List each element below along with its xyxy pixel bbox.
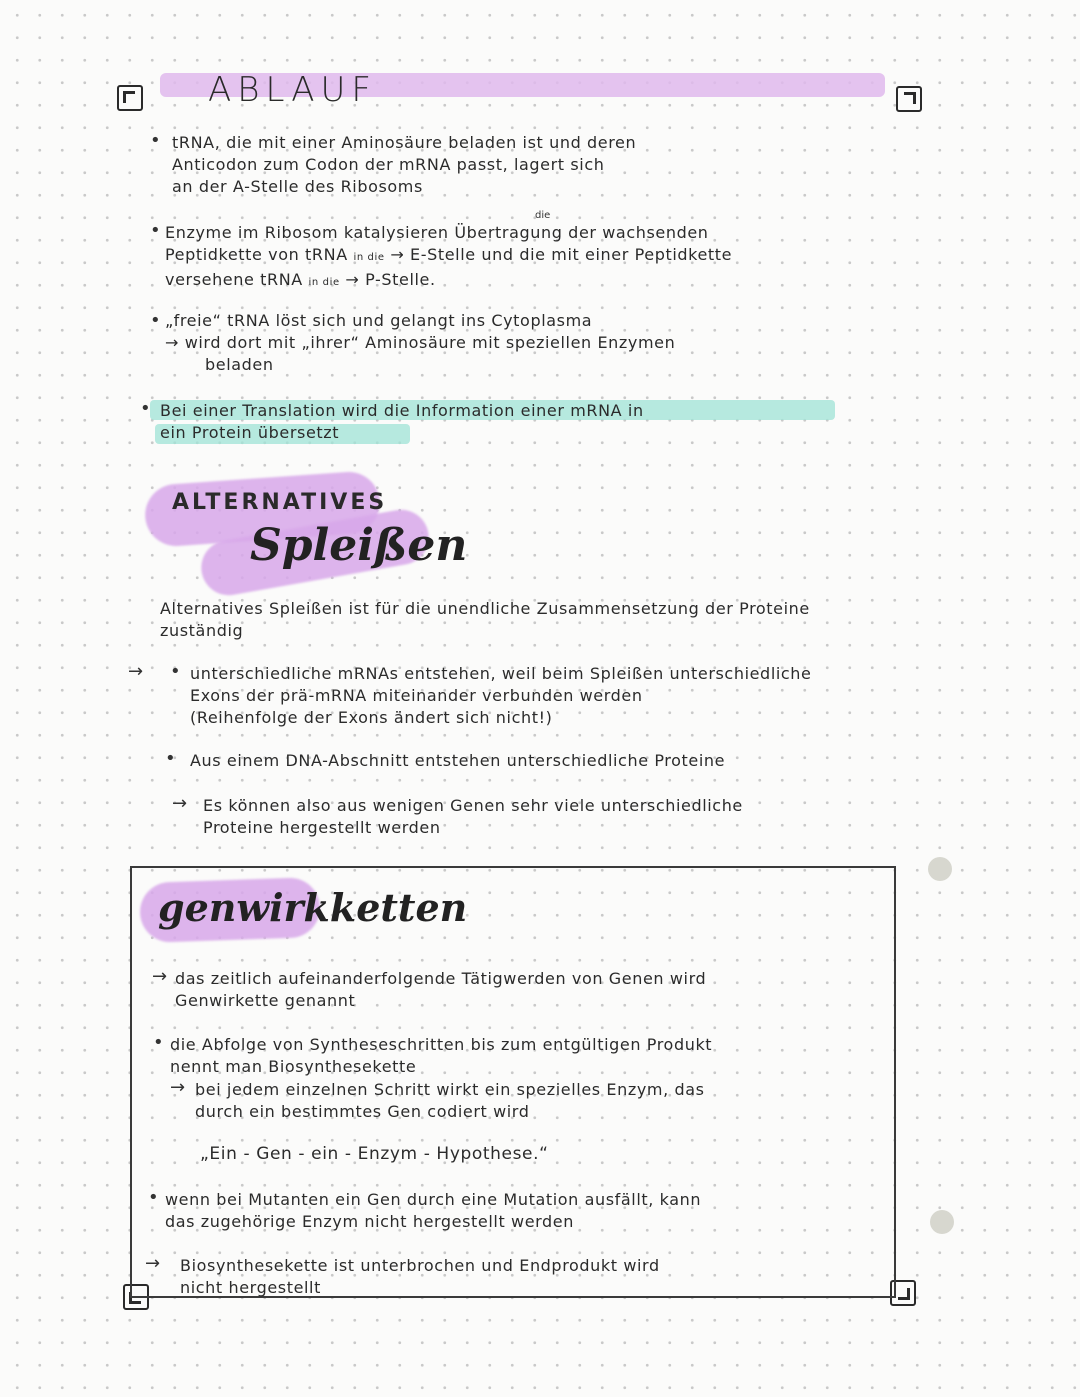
bullet-dot: • (153, 1032, 164, 1053)
arrow-icon: → (165, 333, 185, 352)
section-title-ablauf: ABLAUF (208, 70, 377, 110)
ablauf-paragraph-3: „freie“ tRNA löst sich und gelangt ins Cytoplasma → wird dort mit „ihrer“ Aminosäure mit speziellen Enzymen beladen (165, 311, 676, 374)
translation-summary: Bei einer Translation wird die Information einer mRNA in ein Protein übersetzt (160, 401, 644, 442)
one-gene-one-enzyme-hypothesis: „Ein - Gen - ein - Enzym - Hypothese.“ (200, 1144, 549, 1164)
alternatives-bullet-1: unterschiedliche mRNAs entstehen, weil beim Spleißen unterschiedliche Exons der prä-mRNA miteinander verbunden werden (Reihenfolge der Exons ändert sich nicht!) (190, 664, 812, 727)
bullet-dot: • (140, 398, 151, 419)
alternatives-bullet-2: Aus einem DNA-Abschnitt entstehen unterschiedliche Proteine (190, 751, 726, 770)
bullet-dot: • (150, 310, 161, 331)
arrow-icon: → (145, 1253, 161, 1274)
insert-note-die: die (535, 210, 551, 221)
alternatives-bullet-3: Es können also aus wenigen Genen sehr viele unterschiedliche Proteine hergestellt werden (203, 796, 743, 837)
alternatives-intro: Alternatives Spleißen ist für die unendliche Zusammensetzung der Proteine zuständig (160, 599, 810, 640)
bullet-dot: • (150, 220, 161, 241)
genwirkketten-script-heading: genwirkketten (158, 885, 468, 930)
alternatives-heading: ALTERNATIVES (172, 490, 388, 515)
arrow-icon: → (172, 793, 188, 814)
punch-hole-upper (928, 857, 952, 881)
punch-hole-lower (930, 1210, 954, 1234)
ablauf-paragraph-1: tRNA, die mit einer Aminosäure beladen ist und deren Anticodon zum Codon der mRNA passt, lagert sich an der A-Stelle des Ribosoms (172, 133, 637, 196)
genwirkketten-paragraph-4: wenn bei Mutanten ein Gen durch eine Mutation ausfällt, kann das zugehörige Enzym nicht hergestellt werden (165, 1190, 702, 1231)
bullet-dot: • (148, 1187, 159, 1208)
arrow-icon: → (170, 1077, 186, 1098)
genwirkketten-paragraph-2: die Abfolge von Syntheseschritten bis zum entgültigen Produkt nennt man Biosynthesekette (170, 1035, 713, 1076)
arrow-icon: → (128, 661, 144, 682)
bullet-dot: • (170, 661, 181, 682)
spleissen-script-heading: Spleißen (250, 520, 468, 571)
arrow-icon: → (152, 966, 168, 987)
ablauf-paragraph-2: Enzyme im Ribosom katalysieren Übertragung der wachsenden Peptidkette von tRNA in die → E-Stelle und die mit einer Peptidkette versehene tRNA in die → P-Stelle. (165, 223, 733, 289)
bullet-dot: • (165, 748, 176, 769)
corner-mark-top-right (896, 86, 922, 112)
corner-mark-top-left (117, 85, 143, 111)
genwirkketten-paragraph-3: bei jedem einzelnen Schritt wirkt ein spezielles Enzym, das durch ein bestimmtes Gen codiert wird (195, 1080, 705, 1121)
genwirkketten-paragraph-1: das zeitlich aufeinanderfolgende Tätigwerden von Genen wird Genwirkette genannt (175, 969, 707, 1010)
bullet-dot: • (150, 130, 161, 151)
genwirkketten-paragraph-5: Biosynthesekette ist unterbrochen und Endprodukt wird nicht hergestellt (180, 1256, 660, 1297)
